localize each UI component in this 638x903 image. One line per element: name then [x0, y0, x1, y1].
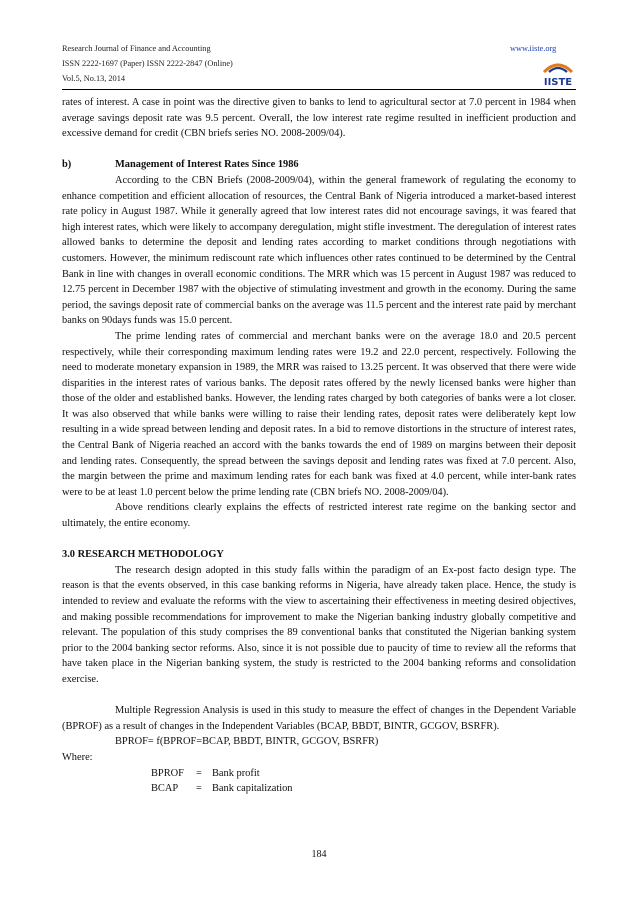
intro-paragraph: rates of interest. A case in point was the directive given to banks to lend to agricultural sector at 7.0 percent in 1984 when average savings deposit rate was 9.5 percent. Overall, the low interest rate regime resulted in inefficient production and excessive demand for credit (CBN briefs series NO. 2008-2009/04). — [62, 97, 576, 140]
definition-key: BCAP — [151, 783, 179, 795]
issn-line: ISSN 2222-1697 (Paper) ISSN 2222-2847 (Online) — [62, 59, 233, 68]
section-b-paragraph-2: The prime lending rates of commercial and merchant banks were on the average 18.0 and 20.5 percent respectively, while their corresponding maximum lending rates were 19.2 and 22.0 percent, respectively. Following the need to moderate monetary expansion in 1989, the MRR was raised to 13.25 percent. It was observed that there were wide disparities in the interest rates of various banks. The deposit rates offered by the newly licensed banks were higher than those of the older and established banks. However, the lending rates charged by both categories of banks were a lot closer. It was also observed that while banks were willing to raise their lending rates, deposit rates were deliberately kept low resulting in a wide spread between lending and deposit rates. In a bid to remove distortions in the structure of interest rates, the Central Bank of Nigeria reached an accord with the banks towards the end of 1989 on margins between their deposit and lending rates. Consequently, the spread between the savings deposit and lending rates was fixed at 7.0 percent. Also, the margin between the prime and maximum lending rates for each bank was fixed at 4.0 percent, while inter-bank rates were to be at least 1.0 percent below the prime lending rate (CBN briefs NO. 2008-2009/04). — [62, 330, 576, 498]
definition-row — [62, 766, 576, 782]
section-b-label: b) — [62, 159, 72, 171]
definition-key: BPROF — [151, 767, 184, 779]
logo-arcs — [544, 65, 572, 72]
volume-line: Vol.5, No.13, 2014 — [62, 74, 125, 83]
iiste-logo — [540, 60, 576, 88]
journal-name: Research Journal of Finance and Accounting — [62, 44, 211, 53]
where-label: Where: — [62, 751, 93, 763]
methodology-paragraph-1: The research design adopted in this study falls within the paradigm of an Ex-post facto design type. The reason is that the events observed, in this case banking reforms in Nigeria, have already taken place. Hence, the study is intended to review and evaluate the reforms with the view to ascertaining their effectiveness in meeting desired objectives, and making possible recommendations for improvement to make the Nigerian banking industry globally competitive and relevant. The population of this study comprises the 89 conventional banks that constituted the Nigerian banking system prior to the 2004 banking sector reforms. Also, since it is not possible due to paucity of time to review all the reforms that have taken place in the Nigerian banking system, the study is restricted to the 2004 banking reforms and consolidation exercise. — [62, 564, 576, 685]
definition-separator: = — [196, 767, 202, 779]
section-b-title: Management of Interest Rates Since 1986 — [115, 159, 299, 171]
regression-equation: BPROF= f(BPROF=BCAP, BBDT, BINTR, GCGOV, BSRFR) — [115, 736, 379, 748]
logo-text: IISTE — [543, 77, 573, 88]
section-b-paragraph-3: Above renditions clearly explains the effects of restricted interest rate regime on the banking sector and ultimately, the entire economy. — [62, 502, 576, 530]
section-b-paragraph-1: According to the CBN Briefs (2008-2009/04), within the general framework of regulating the economy to enhance competition and efficient allocation of resources, the Central Bank of Nigeria introduced a market-based interest rate policy in August 1987. While it generally agreed that low interest rates did not encourage savings, it was feared that high interest rates, which were likely to accompany deregulation, might stifle investment. The deregulation of interest rates allowed banks to determine the deposit and lending rates according to market conditions through negotiations with customers. However, the minimum rediscount rate which influences other rates continued to be determined by the Central Bank in line with changes in overall economic conditions. The MRR which was 15 percent in August 1987 was reduced to 12.75 percent in December 1987 with the objective of stimulating investment and growth in the economy. During the same period, the savings deposit rate of commercial banks on the average was 11.5 percent and the interest rate paid by merchant banks on 90days funds was 15.0 percent. — [62, 174, 576, 327]
definition-value: Bank profit — [212, 767, 260, 779]
article-body — [62, 95, 576, 797]
definition-separator: = — [196, 783, 202, 795]
definition-value: Bank capitalization — [212, 783, 293, 795]
spacer — [62, 142, 576, 158]
journal-url-link[interactable]: www.iiste.org — [510, 44, 557, 53]
page-number: 184 — [311, 849, 327, 860]
definition-row — [62, 781, 576, 797]
methodology-paragraph-2: Multiple Regression Analysis is used in this study to measure the effect of changes in the Dependent Variable (BPROF) as a result of changes in the Independent Variables (BCAP, BBDT, BINTR, GCGOV, BSRFR). — [62, 705, 576, 732]
header-rule — [62, 89, 576, 90]
section-3-heading: 3.0 RESEARCH METHODOLOGY — [62, 549, 224, 561]
spacer — [62, 532, 576, 548]
spacer — [62, 688, 576, 704]
section-b-heading — [62, 157, 576, 173]
